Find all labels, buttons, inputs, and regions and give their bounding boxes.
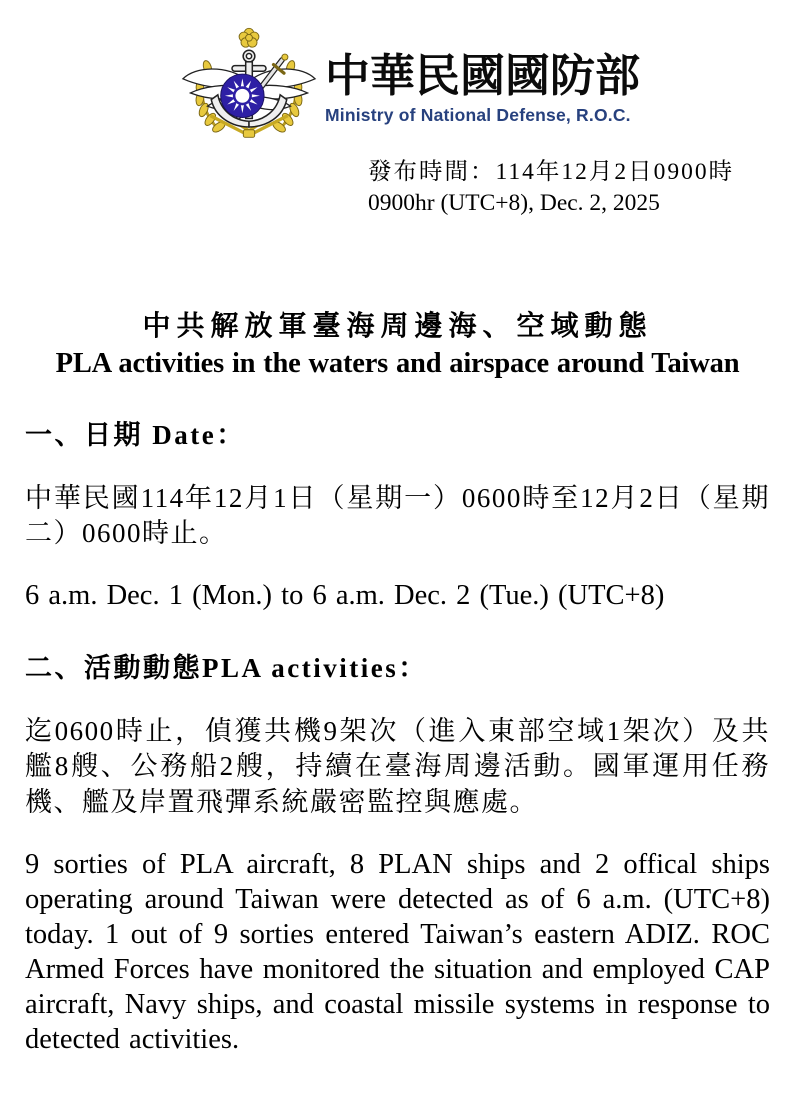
- release-time-zh: 發布時間：114年12月2日0900時: [368, 159, 735, 185]
- document-body: [0, 304, 793, 1057]
- section-activities: [25, 646, 770, 1057]
- document-title-en: PLA activities in the waters and airspace around Taiwan: [55, 348, 740, 380]
- section-date-body-en: 6 a.m. Dec. 1 (Mon.) to 6 a.m. Dec. 2 (Tue.) (UTC+8): [25, 580, 665, 612]
- section-activities-body-zh: 迄0600時止，偵獲共機9架次（進入東部空域1架次）及共艦8艘、公務船2艘，持續在臺海周邊活動。國軍運用任務機、艦及岸置飛彈系統嚴密監控與應處。: [25, 716, 770, 817]
- document-title-zh: 中共解放軍臺海周邊海、空域動態: [142, 311, 653, 343]
- mnd-header: [0, 0, 793, 143]
- section-date: [25, 413, 770, 613]
- org-names: [325, 53, 640, 126]
- release-time: [368, 157, 793, 218]
- org-name-en: Ministry of National Defense, R.O.C.: [325, 104, 631, 125]
- section-activities-body-en: 9 sorties of PLA aircraft, 8 PLAN ships and 2 offical ships operating around Taiwan were detected as of 6 a.m. (UTC+8) today. 1 out of 9 sorties entered Taiwan’s eastern ADIZ. ROC Armed Forces have monitored the situation and employed CAP aircraft, Navy ships, and coastal missile systems in response to detected activities.: [25, 848, 770, 1055]
- org-name-zh: 中華民國國防部: [325, 51, 641, 101]
- section-activities-heading: 二、活動動態PLA activities：: [25, 653, 428, 684]
- section-date-body-zh: 中華民國114年12月1日（星期一）0600時至12月2日（星期二）0600時止。: [25, 483, 770, 549]
- document-title: [25, 304, 770, 380]
- section-date-heading: 一、日期 Date：: [25, 420, 246, 451]
- mnd-emblem-icon: [178, 25, 320, 143]
- release-time-en: 0900hr (UTC+8), Dec. 2, 2025: [368, 189, 660, 216]
